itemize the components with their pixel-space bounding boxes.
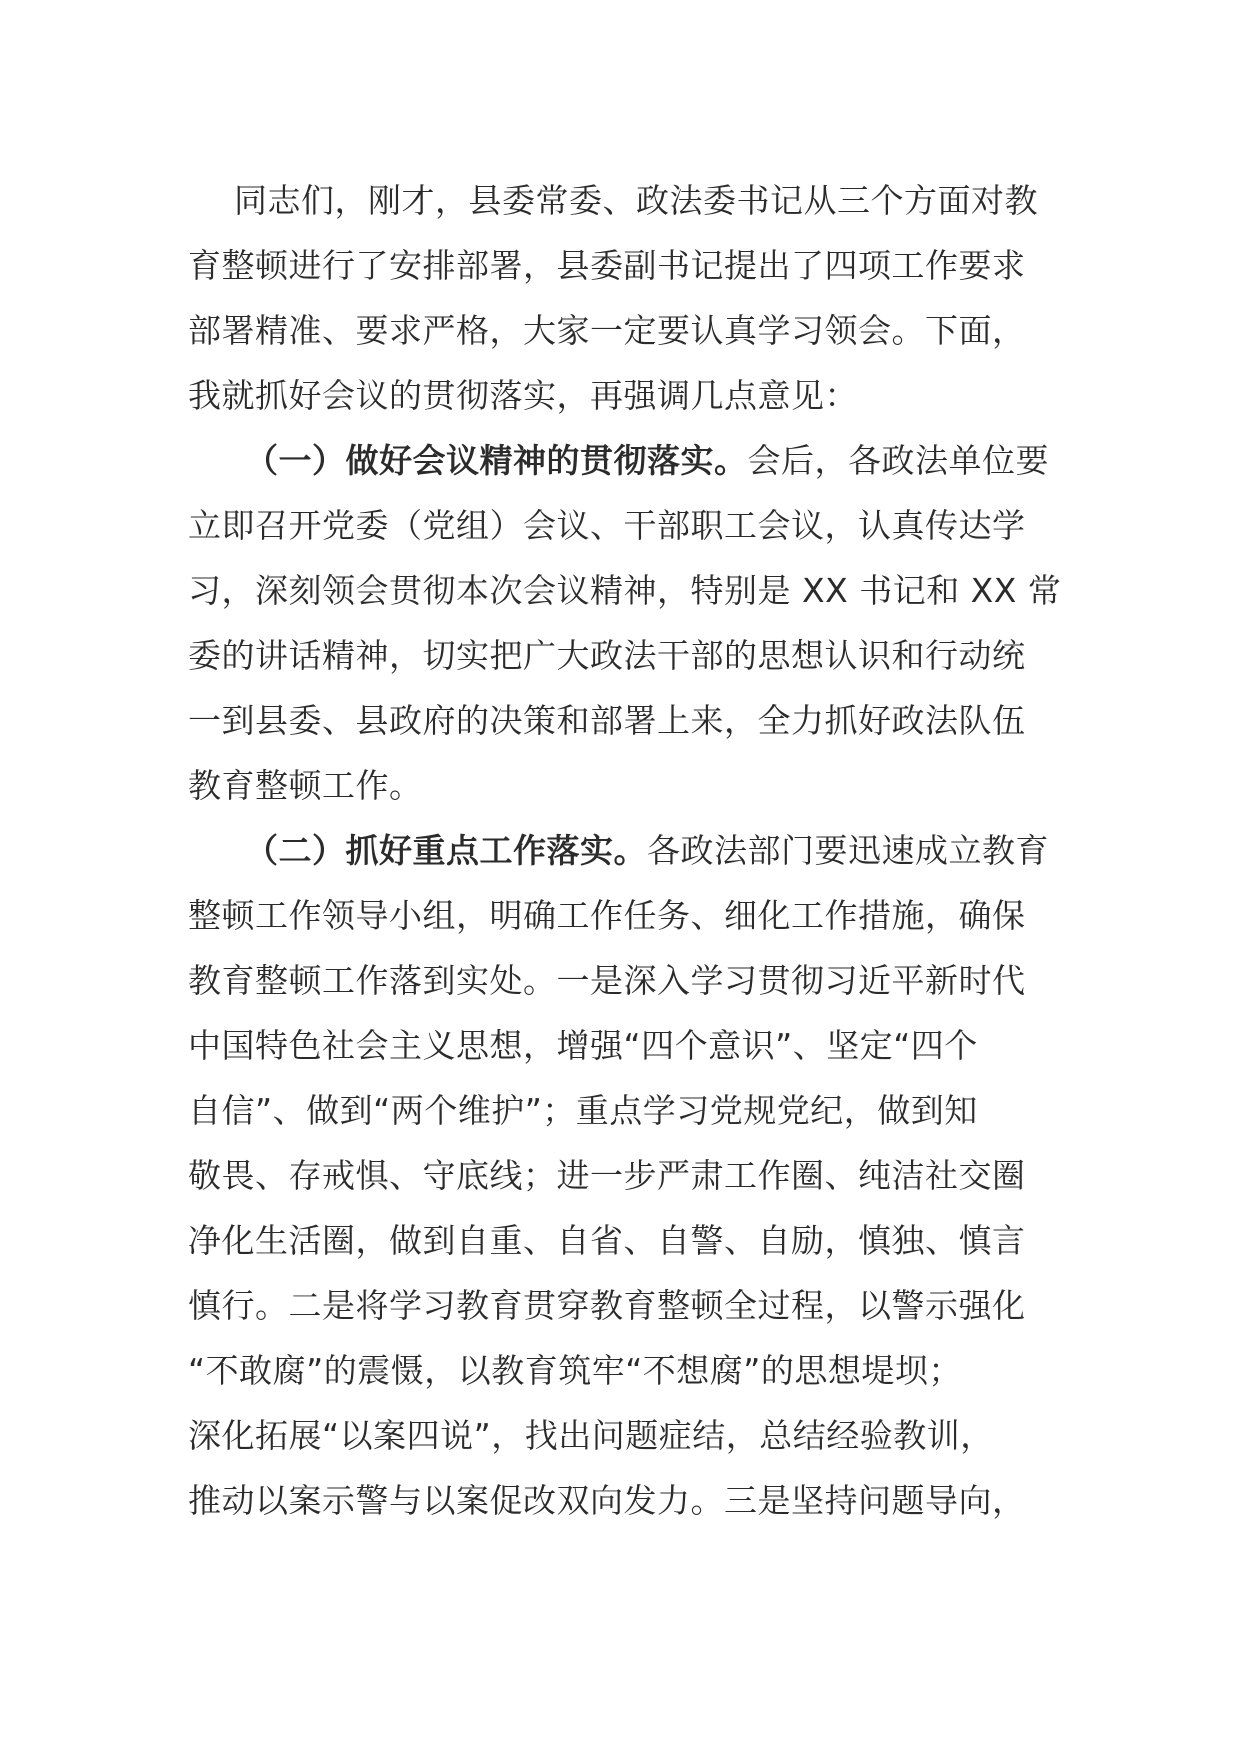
paragraph-intro-line: 同志们，刚才，县委常委、政法委书记从三个方面对教: [234, 181, 1038, 220]
paragraph-intro-line: 部署精准、要求严格，大家一定要认真学习领会。下面，: [188, 311, 1026, 350]
section-one-heading: （一）做好会议精神的贯彻落实。: [245, 441, 748, 480]
section-two-line: 自信”、做到“两个维护”；重点学习党规党纪，做到知: [188, 1091, 978, 1130]
section-two-line: 整顿工作领导小组，明确工作任务、细化工作措施，确保: [188, 896, 1026, 935]
document-body: [188, 168, 1062, 1533]
section-two-line: 教育整顿工作落到实处。一是深入学习贯彻习近平新时代: [188, 961, 1026, 1000]
section-one-text: 会后，各政法单位要: [747, 441, 1049, 480]
section-one-line: 委的讲话精神，切实把广大政法干部的思想认识和行动统: [188, 636, 1026, 675]
section-one-line: 习，深刻领会贯彻本次会议精神，特别是 XX 书记和 XX 常: [188, 571, 1062, 610]
paragraph-intro-line: 育整顿进行了安排部署，县委副书记提出了四项工作要求: [188, 246, 1026, 285]
section-two-line: “不敢腐”的震慑，以教育筑牢“不想腐”的思想堤坝；: [188, 1351, 962, 1390]
section-one-line: 一到县委、县政府的决策和部署上来，全力抓好政法队伍: [188, 701, 1026, 740]
section-two-line: 深化拓展“以案四说”，找出问题症结，总结经验教训，: [188, 1416, 994, 1455]
section-two-line: 中国特色社会主义思想，增强“四个意识”、坚定“四个: [188, 1026, 978, 1065]
section-two-line: 净化生活圈，做到自重、自省、自警、自励，慎独、慎言: [188, 1221, 1026, 1260]
section-two-line: 慎行。二是将学习教育贯穿教育整顿全过程，以警示强化: [188, 1286, 1026, 1325]
paragraph-intro-line: 我就抓好会议的贯彻落实，再强调几点意见：: [188, 376, 858, 415]
section-two-heading: （二）抓好重点工作落实。: [245, 831, 647, 870]
section-two-text: 各政法部门要迅速成立教育: [647, 831, 1049, 870]
section-one-first-line: [188, 428, 1058, 493]
section-two-line: 敬畏、存戒惧、守底线；进一步严肃工作圈、纯洁社交圈: [188, 1156, 1026, 1195]
section-two-first-line: [188, 818, 1058, 883]
section-one-line: 教育整顿工作。: [188, 766, 423, 805]
section-one-line: 立即召开党委（党组）会议、干部职工会议，认真传达学: [188, 506, 1026, 545]
section-two-line: 推动以案示警与以案促改双向发力。三是坚持问题导向，: [188, 1481, 1026, 1520]
